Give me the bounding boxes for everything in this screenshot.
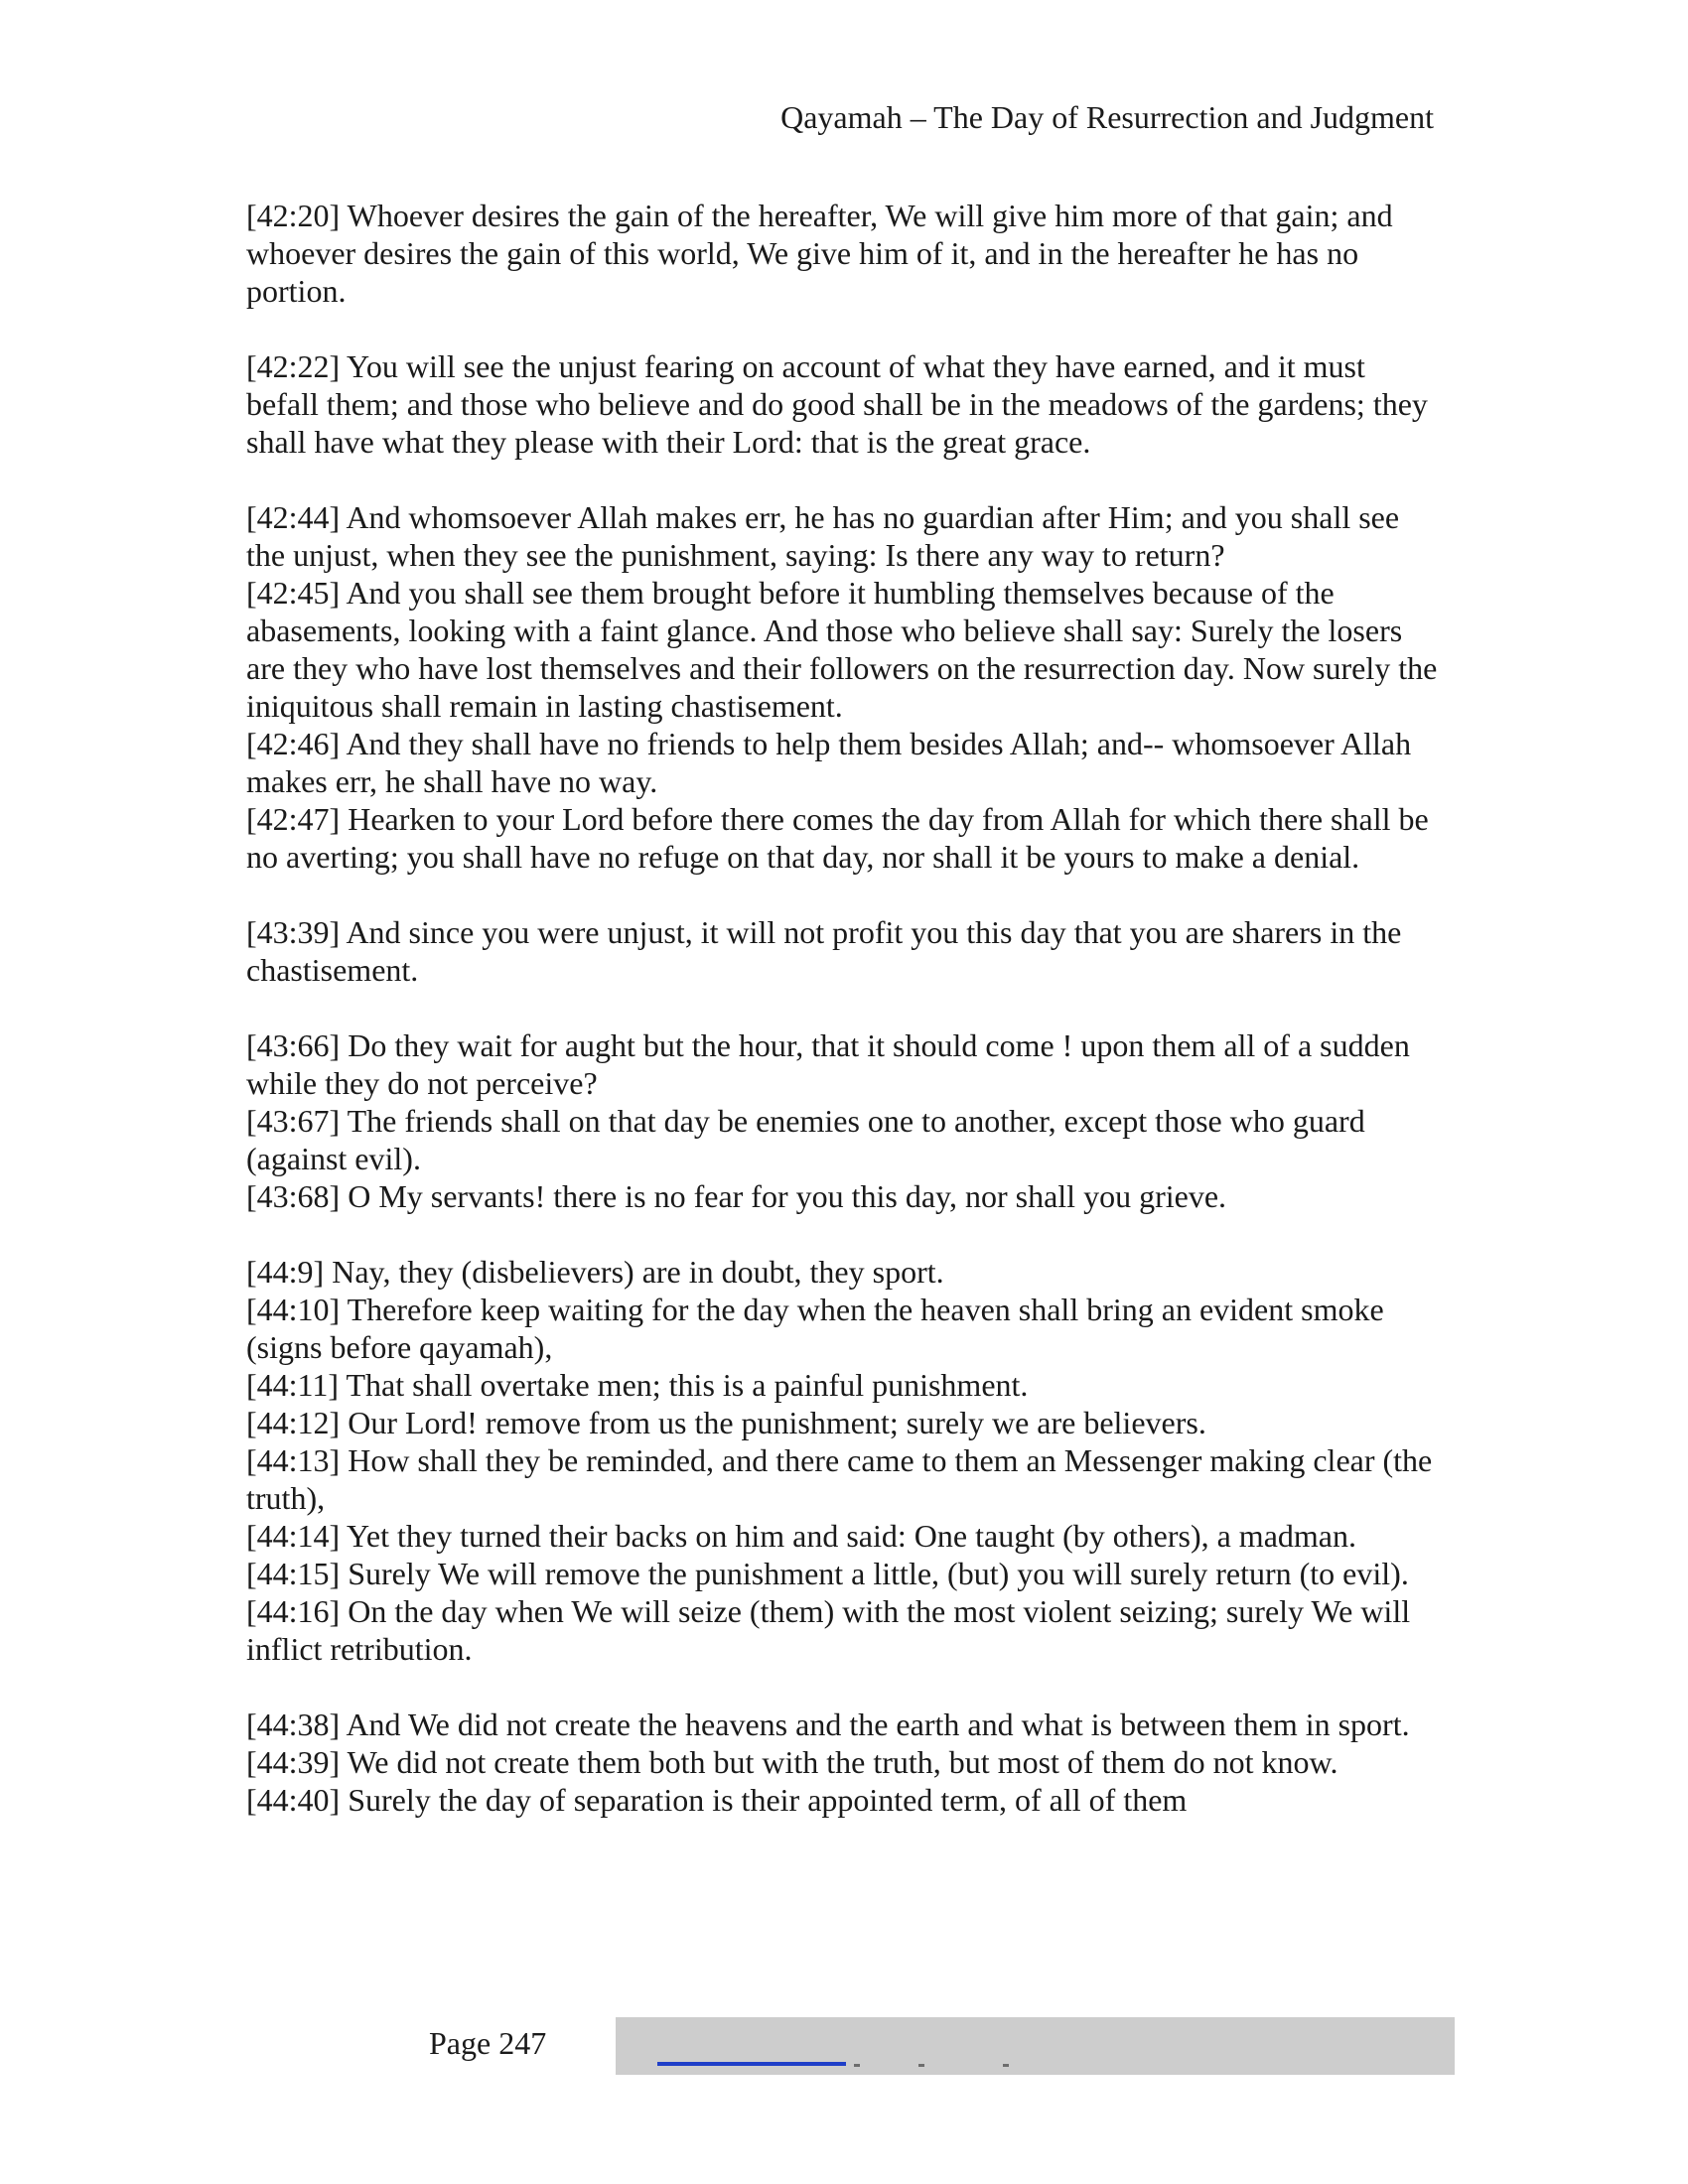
footer-mark	[854, 2064, 860, 2067]
verse: [43:68] O My servants! there is no fear for you this day, nor shall you grieve.	[246, 1178, 1227, 1214]
passage-42-22	[246, 347, 1443, 461]
verse: [42:45] And you shall see them brought before it humbling themselves because of the abasements, looking with a faint glance. And those who believe shall say: Surely the losers are they who have lost themselves and their followers on the resurrection day. Now surely the iniquitous shall remain in lasting chastisement.	[246, 575, 1438, 724]
verse: [44:39] We did not create them both but with the truth, but most of them do not know.	[246, 1744, 1338, 1780]
passage-43-39	[246, 913, 1443, 989]
verse: [44:15] Surely We will remove the punishment a little, (but) you will surely return (to evil).	[246, 1556, 1409, 1591]
verse: [44:40] Surely the day of separation is their appointed term, of all of them	[246, 1782, 1188, 1818]
verse: [43:66] Do they wait for aught but the hour, that it should come ! upon them all of a sudden while they do not perceive?	[246, 1027, 1410, 1101]
footer-bar	[616, 2017, 1455, 2075]
verse: [42:47] Hearken to your Lord before there comes the day from Allah for which there shall be no averting; you shall have no refuge on that day, nor shall it be yours to make a denial.	[246, 801, 1429, 875]
verse: [44:13] How shall they be reminded, and there came to them an Messenger making clear (the truth),	[246, 1442, 1433, 1516]
running-header-title: Qayamah – The Day of Resurrection and Judgment	[780, 99, 1434, 135]
verse: [44:9] Nay, they (disbelievers) are in doubt, they sport.	[246, 1254, 944, 1290]
verse: [42:44] And whomsoever Allah makes err, he has no guardian after Him; and you shall see the unjust, when they see the punishment, saying: Is there any way to return?	[246, 499, 1400, 573]
passage-43-66-68	[246, 1026, 1443, 1215]
verse: [44:38] And We did not create the heavens and the earth and what is between them in sport.	[246, 1706, 1410, 1742]
verse: [43:67] The friends shall on that day be enemies one to another, except those who guard (against evil).	[246, 1103, 1365, 1176]
verse: [44:10] Therefore keep waiting for the day when the heaven shall bring an evident smoke (signs before qayamah),	[246, 1292, 1384, 1365]
passage-44-9-16	[246, 1253, 1443, 1668]
page-number: Page 247	[429, 2025, 547, 2061]
verse: [42:46] And they shall have no friends to help them besides Allah; and-- whomsoever Allah makes err, he shall have no way.	[246, 726, 1412, 799]
verse: [44:14] Yet they turned their backs on him and said: One taught (by others), a madman.	[246, 1518, 1356, 1554]
footer-mark	[1003, 2064, 1009, 2067]
footer-link-underline[interactable]	[657, 2062, 846, 2066]
verse: [42:22] You will see the unjust fearing on account of what they have earned, and it must befall them; and those who believe and do good shall be in the meadows of the gardens; they shall have what they please with their Lord: that is the great grace.	[246, 348, 1428, 460]
page-body	[246, 197, 1443, 1856]
passage-42-20	[246, 197, 1443, 310]
footer-mark	[918, 2064, 924, 2067]
verse: [44:16] On the day when We will seize (them) with the most violent seizing; surely We will inflict retribution.	[246, 1593, 1411, 1667]
passage-44-38-40	[246, 1706, 1443, 1819]
verse: [44:12] Our Lord! remove from us the punishment; surely we are believers.	[246, 1405, 1206, 1440]
verse: [44:11] That shall overtake men; this is a painful punishment.	[246, 1367, 1029, 1403]
verse: [42:20] Whoever desires the gain of the hereafter, We will give him more of that gain; and whoever desires the gain of this world, We give him of it, and in the hereafter he has no portion.	[246, 198, 1393, 309]
passage-42-44-47	[246, 498, 1443, 876]
verse: [43:39] And since you were unjust, it will not profit you this day that you are sharers in the chastisement.	[246, 914, 1402, 988]
